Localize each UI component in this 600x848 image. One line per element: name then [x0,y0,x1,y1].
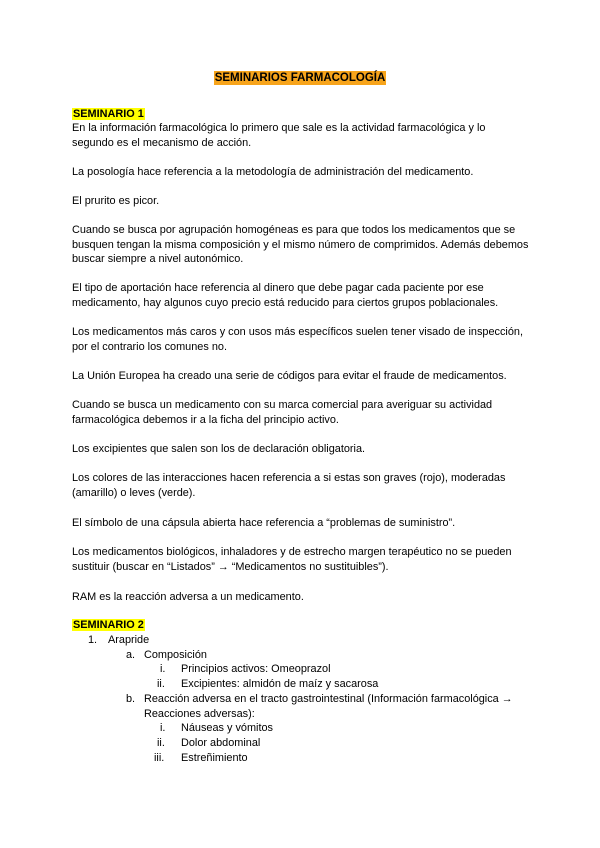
list-item-text: Excipientes: almidón de maíz y sacarosa [181,678,379,690]
list-item-roman: iii. [154,752,165,764]
list-item-text: Principios activos: Omeoprazol [181,663,331,675]
list-item-roman: i. [160,663,166,675]
list-item-text: Arapride [108,634,150,646]
document-title-text: SEMINARIOS FARMACOLOGÍA [214,72,386,84]
list-item-text: Náuseas y vómitos [181,722,274,734]
list-item-roman: ii. [157,678,165,690]
paragraph: Los medicamentos más caros y con usos más específicos suelen tener visado de inspección, por el contrario los comunes no. [72,326,523,353]
seminario-1-heading [72,107,145,122]
paragraph: RAM es la reacción adversa a un medicamento. [72,591,304,603]
list-item-text: Dolor abdominal [181,737,261,749]
list-item-number: 1. [88,634,98,646]
paragraph: El símbolo de una cápsula abierta hace referencia a “problemas de suministro”. [72,517,456,529]
list-item-letter: b. [126,693,136,705]
paragraph: La Unión Europea ha creado una serie de códigos para evitar el fraude de medicamentos. [72,370,507,382]
list-item-text: Composición [144,649,207,661]
list-item-roman: ii. [157,737,165,749]
paragraph: Los colores de las interacciones hacen referencia a si estas son graves (rojo), moderadas (amarillo) o leves (verde). [72,472,506,499]
list-item-text: Reacción adversa en el tracto gastrointestinal (Información farmacológica → Reacciones adversas): [144,693,513,720]
paragraph: El tipo de aportación hace referencia al dinero que debe pagar cada paciente por ese medicamento, hay algunos cuyo precio está reducido para ciertos grupos poblacionales. [72,282,499,309]
document-title [0,71,600,86]
paragraph: Los excipientes que salen son los de declaración obligatoria. [72,443,366,455]
seminario-1-heading-text: SEMINARIO 1 [73,108,144,120]
paragraph: El prurito es picor. [72,195,160,207]
paragraph: Los medicamentos biológicos, inhaladores y de estrecho margen terapéutico no se pueden sustituir (buscar en “Listados” → “Medicamentos no sustituibles”). [72,546,512,573]
paragraph: Cuando se busca por agrupación homogéneas es para que todos los medicamentos que se busquen tengan la misma composición y el mismo número de comprimidos. Además debemos buscar siempre a nivel autonómico. [72,224,529,266]
seminario-2-heading-text: SEMINARIO 2 [73,619,144,631]
list-item-text: Estreñimiento [181,752,248,764]
paragraph: Cuando se busca un medicamento con su marca comercial para averiguar su actividad farmacológica debemos ir a la ficha del principio activo. [72,399,493,426]
paragraph: La posología hace referencia a la metodología de administración del medicamento. [72,166,474,178]
list-item-roman: i. [160,722,166,734]
list-item-letter: a. [126,649,136,661]
seminario-2-heading [72,618,145,633]
paragraph: En la información farmacológica lo primero que sale es la actividad farmacológica y lo segundo es el mecanismo de acción. [72,122,486,149]
